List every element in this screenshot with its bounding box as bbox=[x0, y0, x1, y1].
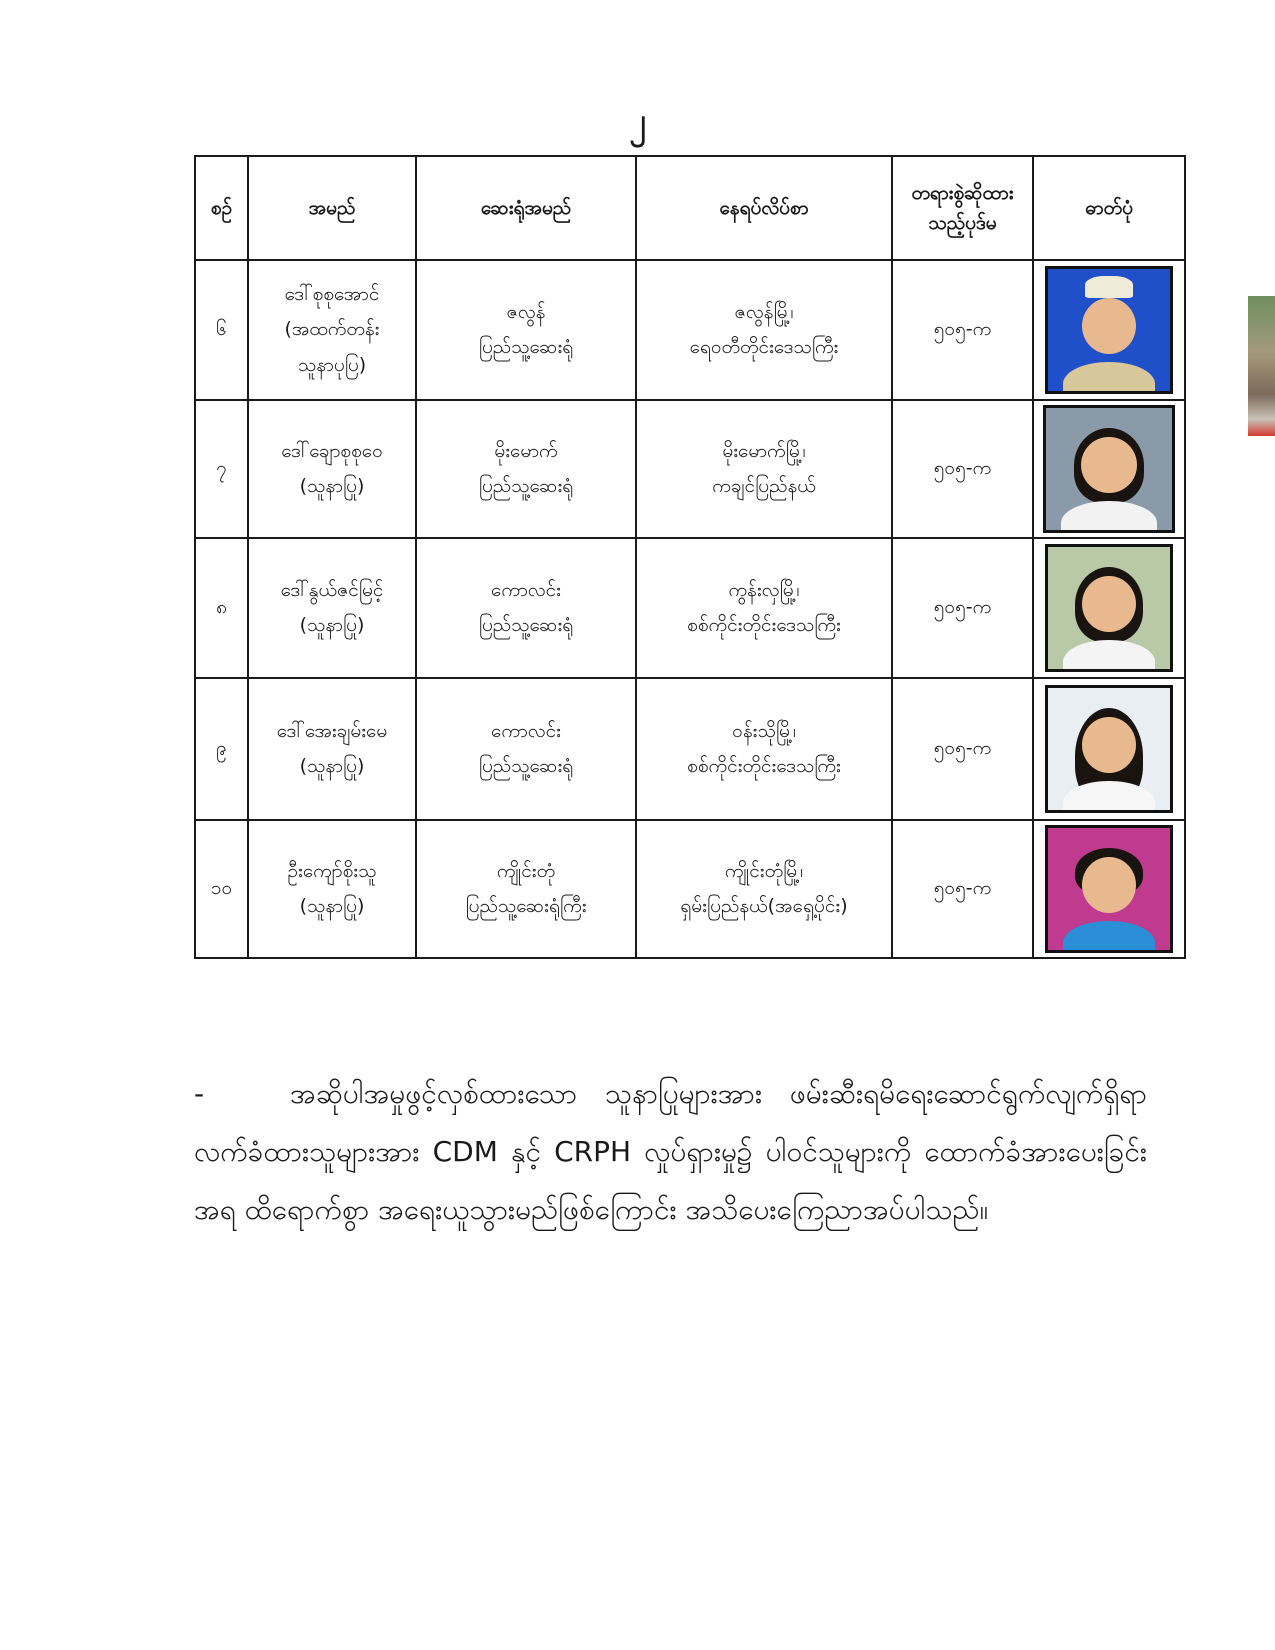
header-section-line2: သည့်ပုဒ်မ bbox=[928, 212, 997, 234]
table-row bbox=[195, 400, 1185, 538]
row-address bbox=[636, 820, 892, 958]
row-no: ၉ bbox=[195, 678, 248, 820]
row-name bbox=[248, 260, 416, 400]
row-section: ၅၀၅-က bbox=[892, 538, 1033, 678]
row-hospital bbox=[416, 538, 636, 678]
portrait-photo bbox=[1045, 544, 1173, 672]
row-photo-cell bbox=[1033, 260, 1185, 400]
row-section: ၅၀၅-က bbox=[892, 678, 1033, 820]
table-row bbox=[195, 820, 1185, 958]
name-line: ဦးကျော်စိုးသူ bbox=[287, 859, 377, 882]
hospital-line: ပြည်သူ့ဆေးရုံ bbox=[478, 614, 574, 636]
nurse-cap bbox=[1085, 276, 1134, 298]
address-line: ဇလွန်မြို့၊ bbox=[734, 300, 794, 323]
row-photo-cell bbox=[1033, 400, 1185, 538]
row-hospital bbox=[416, 820, 636, 958]
name-line: ဒေါ်အေးချမ်းမေ bbox=[276, 719, 388, 742]
hospital-line: ကောလင်း bbox=[491, 578, 561, 601]
address-line: ကချင်ပြည်နယ် bbox=[712, 475, 816, 497]
hospital-line: ပြည်သူ့ဆေးရုံ bbox=[478, 336, 574, 358]
hospital-line: ကောလင်း bbox=[491, 719, 561, 742]
header-photo: ဓာတ်ပုံ bbox=[1033, 156, 1185, 260]
portrait-body bbox=[1061, 501, 1157, 533]
name-line: ဒေါ်ချောစုစုဝေ bbox=[281, 439, 383, 462]
portrait-photo bbox=[1043, 405, 1175, 533]
table-row bbox=[195, 538, 1185, 678]
address-line: စစ်ကိုင်းတိုင်းဒေသကြီး bbox=[687, 614, 841, 636]
row-photo-cell bbox=[1033, 678, 1185, 820]
portrait-body bbox=[1063, 921, 1156, 953]
table-row bbox=[195, 678, 1185, 820]
announcement-paragraph bbox=[194, 1065, 1147, 1239]
row-address bbox=[636, 678, 892, 820]
address-line: ကျိုင်းတုံမြို့၊ bbox=[724, 859, 804, 882]
row-name bbox=[248, 820, 416, 958]
name-line: ဒေါ်စုစုအောင် bbox=[284, 283, 380, 306]
portrait-head bbox=[1082, 576, 1136, 632]
address-line: ဝန်းသိုမြို့၊ bbox=[732, 719, 796, 742]
edge-image-fragment bbox=[1248, 296, 1275, 436]
paragraph-text: အဆိုပါအမှုဖွင့်လှစ်ထားသော သူနာပြုများအား ဖမ်းဆီးရမိရေးဆောင်ရွက်လျက်ရှိရာ လက်ခံထားသူများအား CDM နှင့် CRPH လှုပ်ရှားမှု၌ ပါဝင်သူများကို ထောက်ခံအားပေးခြင်းအရ ထိရောက်စွာ အရေးယူသွားမည်ဖြစ်ကြောင်း အသိပေးကြေညာအပ်ပါသည်။ bbox=[194, 1077, 1147, 1226]
hospital-line: မိုးမောက် bbox=[494, 439, 558, 462]
portrait-head bbox=[1082, 717, 1136, 773]
name-line: (သူနာပြု) bbox=[299, 614, 365, 636]
portrait-body bbox=[1063, 640, 1156, 672]
portrait-head bbox=[1081, 437, 1136, 493]
name-line: သူနာပုပြ) bbox=[297, 353, 367, 376]
row-photo-cell bbox=[1033, 538, 1185, 678]
row-address bbox=[636, 260, 892, 400]
address-line: ရေဝတီတိုင်းဒေသကြီး bbox=[689, 336, 839, 358]
paragraph-dash: - bbox=[194, 1077, 205, 1110]
hospital-line: ပြည်သူ့ဆေးရုံ bbox=[478, 755, 574, 777]
row-section: ၅၀၅-က bbox=[892, 400, 1033, 538]
page-number: ၂ bbox=[629, 101, 646, 141]
row-hospital bbox=[416, 678, 636, 820]
name-line: (အထက်တန်း bbox=[284, 318, 380, 341]
name-line: (သူနာပြု) bbox=[299, 895, 365, 917]
row-address bbox=[636, 538, 892, 678]
row-name bbox=[248, 400, 416, 538]
row-hospital bbox=[416, 260, 636, 400]
address-line: မိုးမောက်မြို့၊ bbox=[722, 439, 806, 462]
row-no: ၇ bbox=[195, 400, 248, 538]
portrait-photo bbox=[1045, 685, 1173, 813]
header-address: နေရပ်လိပ်စာ bbox=[636, 156, 892, 260]
name-line: ဒေါ်နွယ်ဇင်မြင့် bbox=[280, 578, 384, 601]
header-no: စဉ် bbox=[195, 156, 248, 260]
roster-table bbox=[194, 155, 1186, 959]
address-line: ကွန်းလှမြို့၊ bbox=[728, 578, 800, 601]
row-no: ၆ bbox=[195, 260, 248, 400]
address-line: စစ်ကိုင်းတိုင်းဒေသကြီး bbox=[687, 755, 841, 777]
row-hospital bbox=[416, 400, 636, 538]
row-no: ၁၀ bbox=[195, 820, 248, 958]
portrait-body bbox=[1063, 781, 1156, 813]
row-address bbox=[636, 400, 892, 538]
hospital-line: ပြည်သူ့ဆေးရုံကြီး bbox=[465, 895, 587, 917]
hospital-line: ပြည်သူ့ဆေးရုံ bbox=[478, 475, 574, 497]
hospital-line: ဇလွန် bbox=[506, 300, 546, 323]
name-line: (သူနာပြု) bbox=[299, 475, 365, 497]
portrait-head bbox=[1082, 298, 1136, 354]
portrait-photo bbox=[1045, 266, 1173, 394]
address-line: ရှမ်းပြည်နယ်(အရှေ့ပိုင်း) bbox=[680, 895, 848, 917]
header-section-line1: တရားစွဲဆိုထား bbox=[911, 181, 1014, 204]
portrait-photo bbox=[1045, 825, 1173, 953]
header-hospital: ဆေးရုံအမည် bbox=[416, 156, 636, 260]
portrait-body bbox=[1063, 362, 1156, 394]
portrait-head bbox=[1082, 857, 1136, 913]
row-section: ၅၀၅-က bbox=[892, 260, 1033, 400]
hospital-line: ကျိုင်းတုံ bbox=[496, 859, 556, 882]
row-photo-cell bbox=[1033, 820, 1185, 958]
row-section: ၅၀၅-က bbox=[892, 820, 1033, 958]
row-name bbox=[248, 678, 416, 820]
header-section bbox=[892, 156, 1033, 260]
header-name: အမည် bbox=[248, 156, 416, 260]
table-row bbox=[195, 260, 1185, 400]
table-header-row bbox=[195, 156, 1185, 260]
row-name bbox=[248, 538, 416, 678]
name-line: (သူနာပြု) bbox=[299, 755, 365, 777]
row-no: ၈ bbox=[195, 538, 248, 678]
